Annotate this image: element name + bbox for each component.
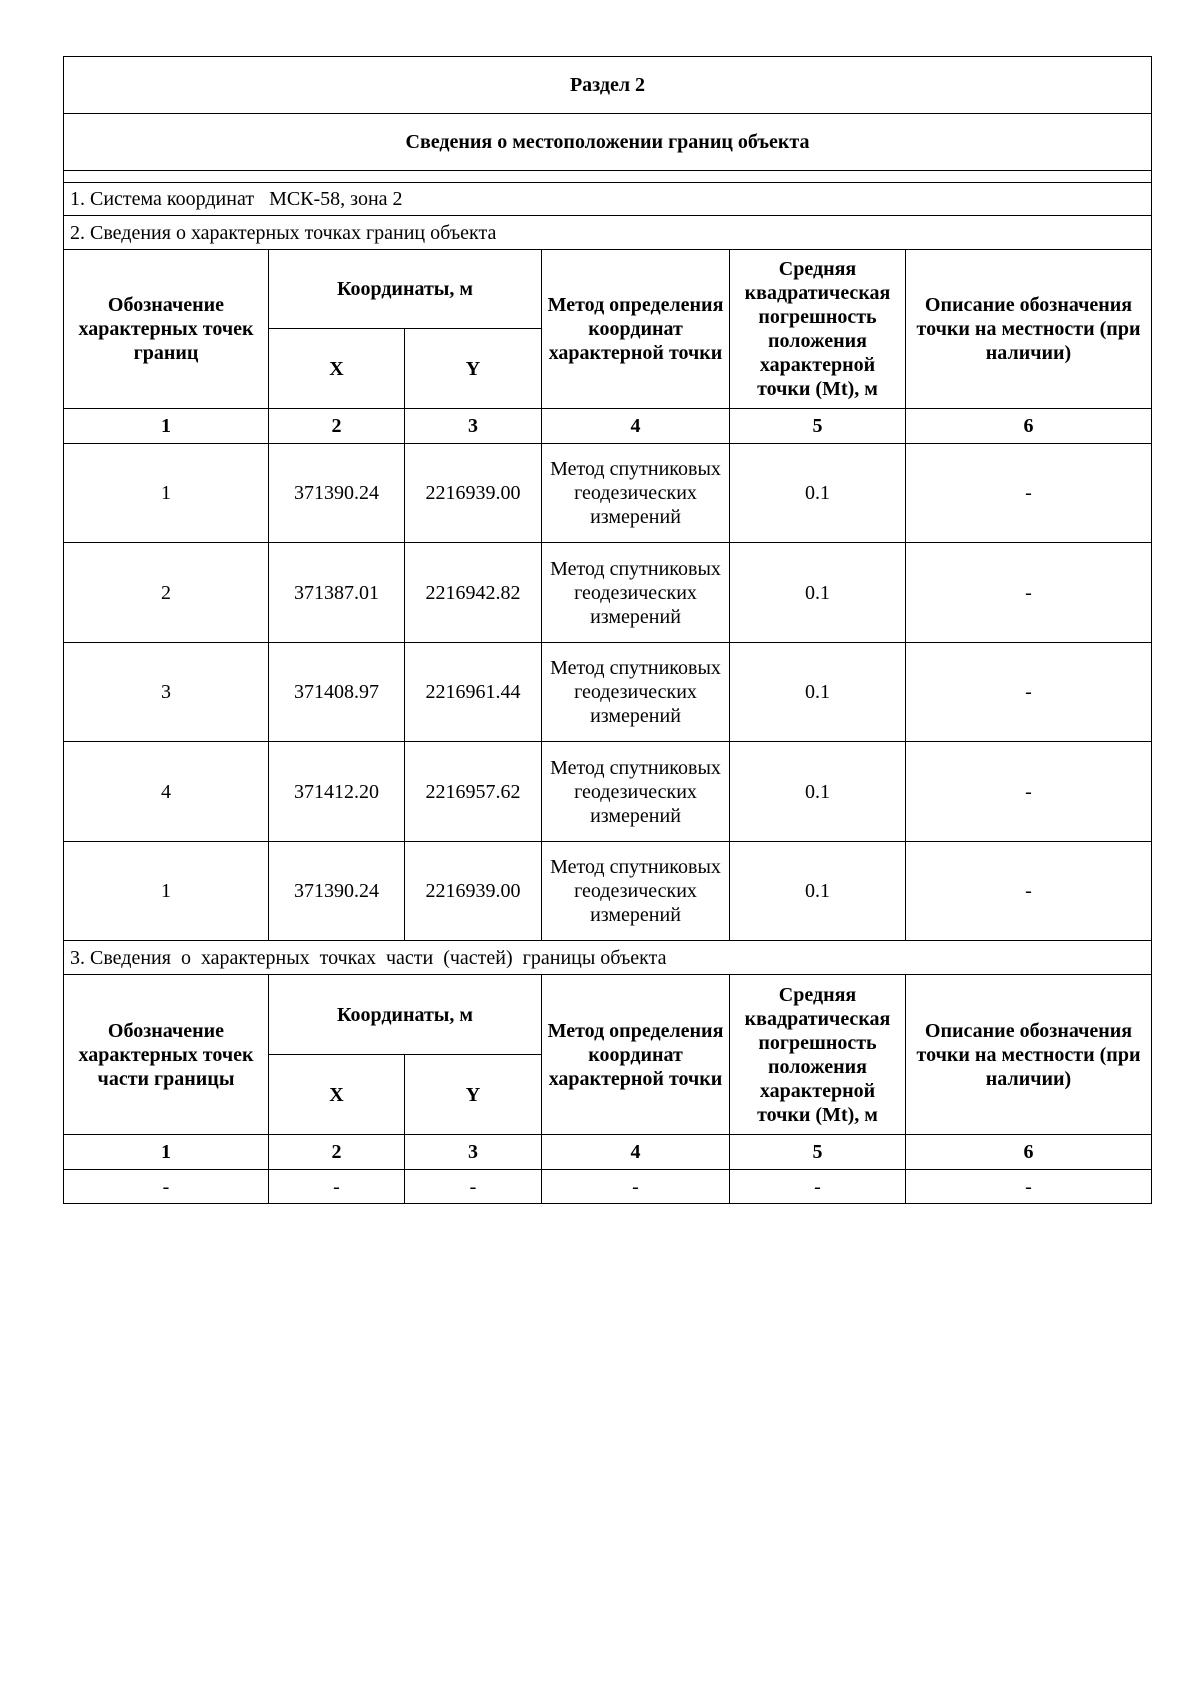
point-x: 371387.01 <box>269 543 405 643</box>
point-id: 1 <box>64 444 269 543</box>
part-point-id: - <box>64 1170 269 1204</box>
point-method: Метод спутниковых геодезических измерений <box>542 742 730 842</box>
points-heading: 2. Сведения о характерных точках границ объекта <box>64 216 1152 250</box>
point-y: 2216942.82 <box>405 543 542 643</box>
point-y: 2216957.62 <box>405 742 542 842</box>
spacer-row <box>64 171 1152 183</box>
part-point-y: - <box>405 1170 542 1204</box>
coordinate-system-value: МСК-58, зона 2 <box>269 188 403 210</box>
point-method: Метод спутниковых геодезических измерений <box>542 643 730 742</box>
table-row <box>64 543 1152 643</box>
point-mt: 0.1 <box>730 543 906 643</box>
point-mt: 0.1 <box>730 742 906 842</box>
column-number: 4 <box>542 409 730 444</box>
column-number: 5 <box>730 409 906 444</box>
header-coordinates: Координаты, м <box>269 250 542 329</box>
column-number: 2 <box>269 409 405 444</box>
point-id: 2 <box>64 543 269 643</box>
part-column-numbers-row <box>64 1135 1152 1170</box>
table-row <box>64 1170 1152 1204</box>
column-number: 4 <box>542 1135 730 1170</box>
column-number: 2 <box>269 1135 405 1170</box>
header-x: X <box>269 329 405 409</box>
point-desc: - <box>906 543 1152 643</box>
column-number: 1 <box>64 1135 269 1170</box>
header-part-designation: Обозначение характерных точек части границы <box>64 975 269 1135</box>
column-number: 3 <box>405 1135 542 1170</box>
point-id: 4 <box>64 742 269 842</box>
part-point-method: - <box>542 1170 730 1204</box>
part-points-heading: 3. Сведения о характерных точках части (частей) границы объекта <box>64 941 1152 975</box>
point-id: 3 <box>64 643 269 742</box>
point-desc: - <box>906 742 1152 842</box>
part-point-mt: - <box>730 1170 906 1204</box>
header-part-y: Y <box>405 1055 542 1135</box>
point-desc: - <box>906 444 1152 543</box>
header-part-error: Средняя квадратическая погрешность положения характерной точки (Mt), м <box>730 975 906 1135</box>
section-title: Раздел 2 <box>64 57 1152 114</box>
part-point-x: - <box>269 1170 405 1204</box>
point-method: Метод спутниковых геодезических измерений <box>542 444 730 543</box>
point-method: Метод спутниковых геодезических измерений <box>542 543 730 643</box>
header-part-description: Описание обозначения точки на местности (при наличии) <box>906 975 1152 1135</box>
point-y: 2216961.44 <box>405 643 542 742</box>
coordinate-system-label: 1. Система координат <box>70 188 255 210</box>
table-row <box>64 742 1152 842</box>
header-method: Метод определения координат характерной точки <box>542 250 730 409</box>
point-desc: - <box>906 842 1152 941</box>
column-number: 6 <box>906 409 1152 444</box>
point-x: 371390.24 <box>269 444 405 543</box>
point-mt: 0.1 <box>730 643 906 742</box>
part-point-desc: - <box>906 1170 1152 1204</box>
column-numbers-row <box>64 409 1152 444</box>
point-x: 371390.24 <box>269 842 405 941</box>
column-number: 5 <box>730 1135 906 1170</box>
section-2-table <box>63 56 1152 1204</box>
section-subtitle: Сведения о местоположении границ объекта <box>64 114 1152 171</box>
header-part-method: Метод определения координат характерной точки <box>542 975 730 1135</box>
header-description: Описание обозначения точки на местности (при наличии) <box>906 250 1152 409</box>
point-mt: 0.1 <box>730 842 906 941</box>
table-row <box>64 643 1152 742</box>
column-number: 3 <box>405 409 542 444</box>
table-row <box>64 842 1152 941</box>
point-desc: - <box>906 643 1152 742</box>
point-y: 2216939.00 <box>405 842 542 941</box>
column-number: 6 <box>906 1135 1152 1170</box>
header-part-coordinates: Координаты, м <box>269 975 542 1055</box>
point-method: Метод спутниковых геодезических измерений <box>542 842 730 941</box>
point-y: 2216939.00 <box>405 444 542 543</box>
point-id: 1 <box>64 842 269 941</box>
header-y: Y <box>405 329 542 409</box>
point-x: 371408.97 <box>269 643 405 742</box>
column-number: 1 <box>64 409 269 444</box>
coordinate-system-row <box>64 183 1152 216</box>
header-part-x: X <box>269 1055 405 1135</box>
point-mt: 0.1 <box>730 444 906 543</box>
table-row <box>64 444 1152 543</box>
header-designation: Обозначение характерных точек границ <box>64 250 269 409</box>
point-x: 371412.20 <box>269 742 405 842</box>
header-error: Средняя квадратическая погрешность положения характерной точки (Mt), м <box>730 250 906 409</box>
